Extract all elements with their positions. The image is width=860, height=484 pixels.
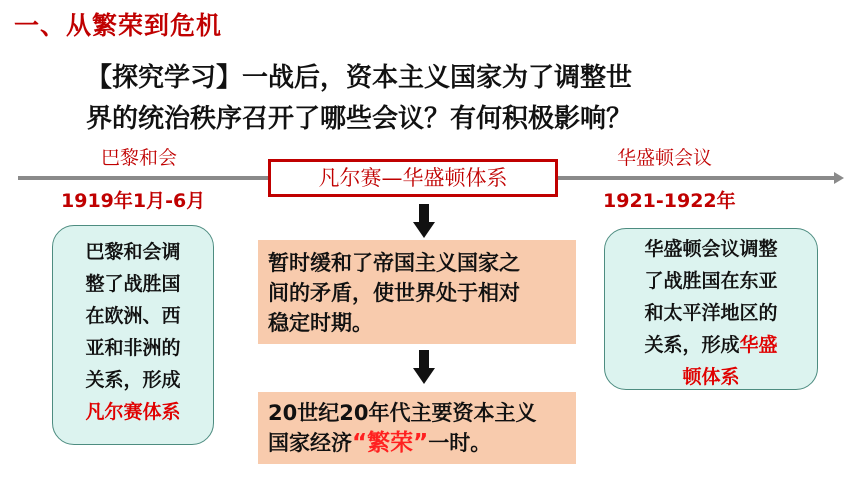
date-paris-conference: 1919年1月-6月 (61, 190, 206, 212)
timeline-arrowhead (834, 172, 844, 184)
left-note-line-3: 在欧洲、西 (85, 305, 181, 327)
question-line-1: 【探究学习】一战后，资本主义国家为了调整世 (86, 63, 633, 93)
effect1-line-1: 暂时缓和了帝国主义国家之 (268, 251, 520, 275)
down-arrow-icon (413, 204, 435, 240)
event-paris-conference: 巴黎和会 (101, 147, 178, 169)
left-note-line-1: 巴黎和会调 (85, 241, 181, 263)
down-arrow-icon (413, 350, 435, 386)
left-note-line-2: 整了战胜国 (85, 273, 181, 295)
date-washington-conference: 1921-1922年 (603, 190, 736, 212)
washington-system-highlight-part1: 华盛 (739, 334, 778, 356)
effect2-line-2-suffix: 一时。 (428, 431, 492, 455)
prosperity-quote: “繁荣” (352, 430, 429, 456)
right-note-line-1: 华盛顿会议调整 (644, 238, 778, 260)
section-heading: 一、从繁荣到危机 (14, 11, 223, 40)
right-note-line-4 (605, 329, 817, 361)
right-note-line-4-prefix: 关系，形成 (644, 334, 740, 356)
effect-box-prosperity (258, 392, 576, 464)
left-note-line-5: 关系，形成 (85, 369, 181, 391)
question-line-2: 界的统治秩序召开了哪些会议？有何积极影响？ (86, 104, 633, 134)
effect2-line-1: 20世纪20年代主要资本主义 (268, 401, 537, 425)
effect1-line-3: 稳定时期。 (268, 311, 373, 335)
effect-box-stability (258, 240, 576, 344)
inquiry-question (86, 58, 766, 140)
effect2-line-2-prefix: 国家经济 (268, 431, 352, 455)
washington-conference-note (604, 228, 818, 390)
versailles-system-highlight: 凡尔赛体系 (85, 401, 181, 423)
event-washington-conference: 华盛顿会议 (617, 147, 713, 169)
versailles-washington-system-label: 凡尔赛—华盛顿体系 (268, 159, 558, 197)
left-note-line-4: 亚和非洲的 (85, 337, 181, 359)
right-note-line-3: 和太平洋地区的 (644, 302, 778, 324)
paris-conference-note (52, 225, 214, 445)
effect2-line-2 (268, 428, 566, 458)
right-note-line-2: 了战胜国在东亚 (644, 270, 778, 292)
washington-system-highlight-part2: 顿体系 (682, 366, 740, 388)
effect1-line-2: 间的矛盾，使世界处于相对 (268, 281, 520, 305)
